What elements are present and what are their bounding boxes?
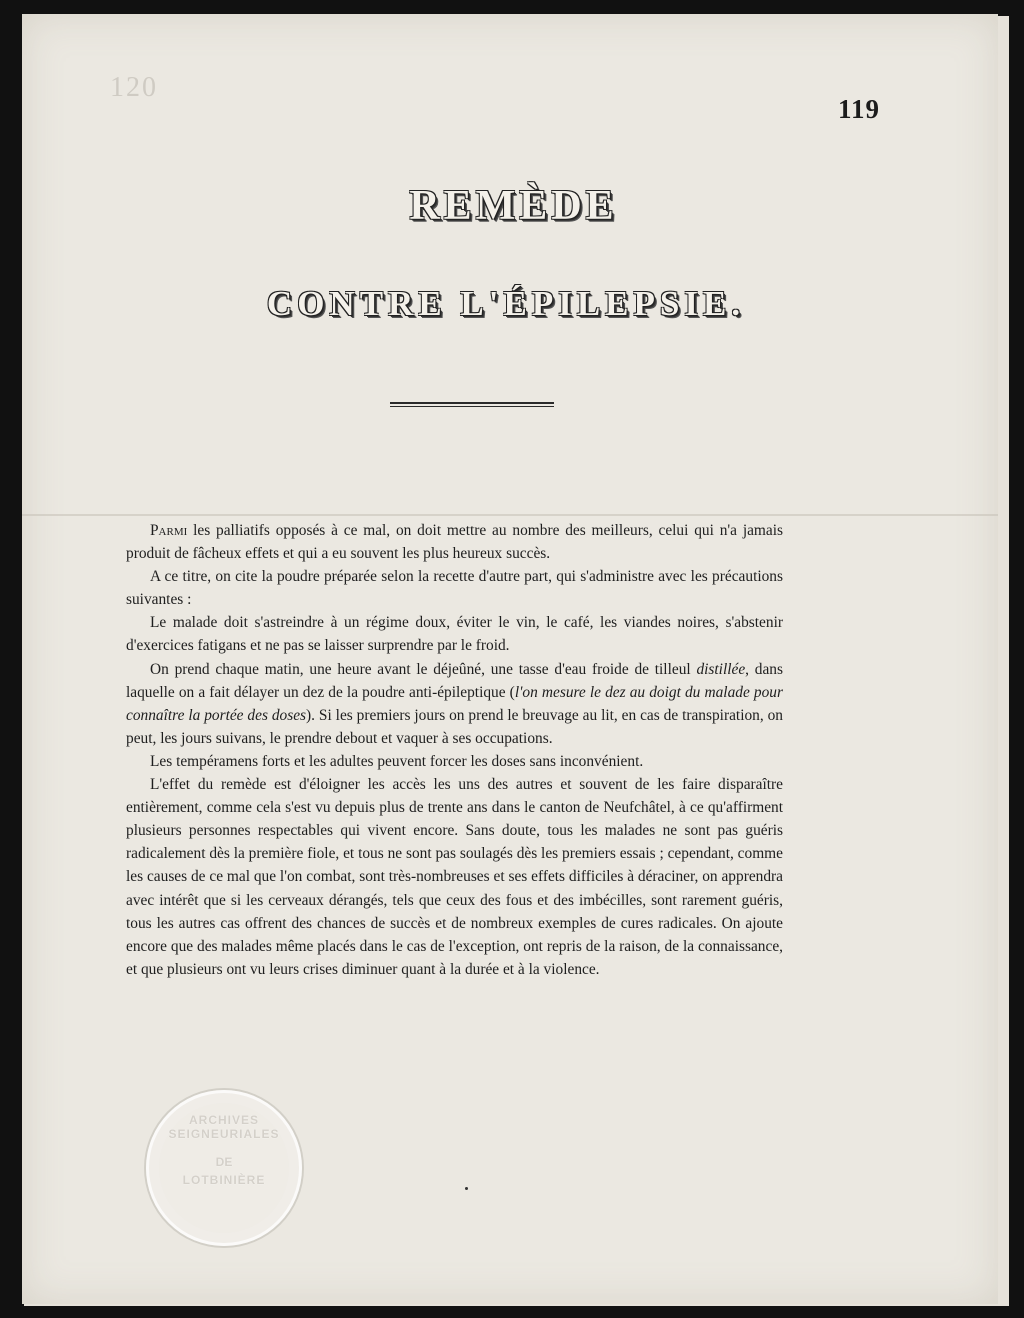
page-number: 119 xyxy=(838,94,881,124)
body-text xyxy=(126,519,783,981)
stamp-bottom-text: LOTBINIÈRE xyxy=(182,1173,266,1187)
paragraph-4-text-a: On prend chaque matin, une heure avant le déjeûné, une tasse d'eau froide de tilleul xyxy=(150,660,697,678)
paragraph-4-text-b: , dans laquelle on a fait délayer un dez de la poudre anti-épileptique ( xyxy=(126,660,783,701)
stamp-de-text: DE xyxy=(215,1155,233,1169)
paper-fold-line xyxy=(22,514,998,516)
paragraph-4 xyxy=(126,658,783,750)
paragraph-4-italic-1: distillée xyxy=(696,660,746,678)
paragraph-1 xyxy=(126,519,783,565)
ghost-page-number: 120 xyxy=(110,72,158,103)
paragraph-2: A ce titre, on cite la poudre préparée selon la recette d'autre part, qui s'administre avec les précautions suivantes : xyxy=(126,568,783,609)
lead-word: Parmi xyxy=(150,522,188,539)
paragraph-6: L'effet du remède est d'éloigner les accès les uns des autres et souvent de les faire disparaître entièrement, comme cela s'est vu depuis plus de trente ans dans le canton de Neufchâtel, à ce qu'affirment plusieurs personnes respectables qui vivent encore. Sans doute, tous les malades ne sont pas guéris radicalement dès la première fiole, et tous ne sont pas soulagés dès les premiers essais ; cependant, comme les causes de ce mal que l'on combat, sont très-nombreuses et ses effets difficiles à déraciner, on apprendra avec intérêt que si les cerveaux dérangés, tels que ceux des fous et des imbécilles, sont rarement guéris, tous les autres cas offrent des chances de succès et de nombreux exemples de cures radicales. On ajoute encore que des malades même placés dans le cas de l'exception, ont repris de la raison, de la connaissance, et que plusieurs ont vu leurs crises diminuer quant à la durée et à la violence. xyxy=(126,776,783,978)
ink-dot xyxy=(465,1187,468,1190)
paragraph-4-italic-2: l'on mesure le dez au doigt du malade pour connaître la portée des doses xyxy=(126,683,783,724)
title-line-1: REMÈDE xyxy=(409,183,618,229)
embossed-seal-stamp xyxy=(146,1090,302,1246)
title-rule-thick xyxy=(390,402,554,404)
paragraph-5: Les tempéramens forts et les adultes peuvent forcer les doses sans inconvénient. xyxy=(150,752,644,770)
stamp-top-text: ARCHIVES SEIGNEURIALES xyxy=(168,1113,280,1141)
title-rule-thin xyxy=(390,406,554,407)
title-line-2: CONTRE L'ÉPILEPSIE. xyxy=(266,284,746,323)
paragraph-4-text-c: ). Si les premiers jours on prend le breuvage au lit, en cas de transpiration, on peut, les jours suivans, le prendre debout et vaquer à ses occupations. xyxy=(126,706,784,747)
paragraph-1-text: les palliatifs opposés à ce mal, on doit mettre au nombre des meilleurs, celui qui n'a jamais produit de fâcheux effets et qui a eu souvent les plus heureux succès. xyxy=(126,522,783,563)
paragraph-3: Le malade doit s'astreindre à un régime doux, éviter le vin, le café, les viandes noires, s'abstenir d'exercices fatigans et ne pas se laisser surprendre par le froid. xyxy=(126,614,783,655)
